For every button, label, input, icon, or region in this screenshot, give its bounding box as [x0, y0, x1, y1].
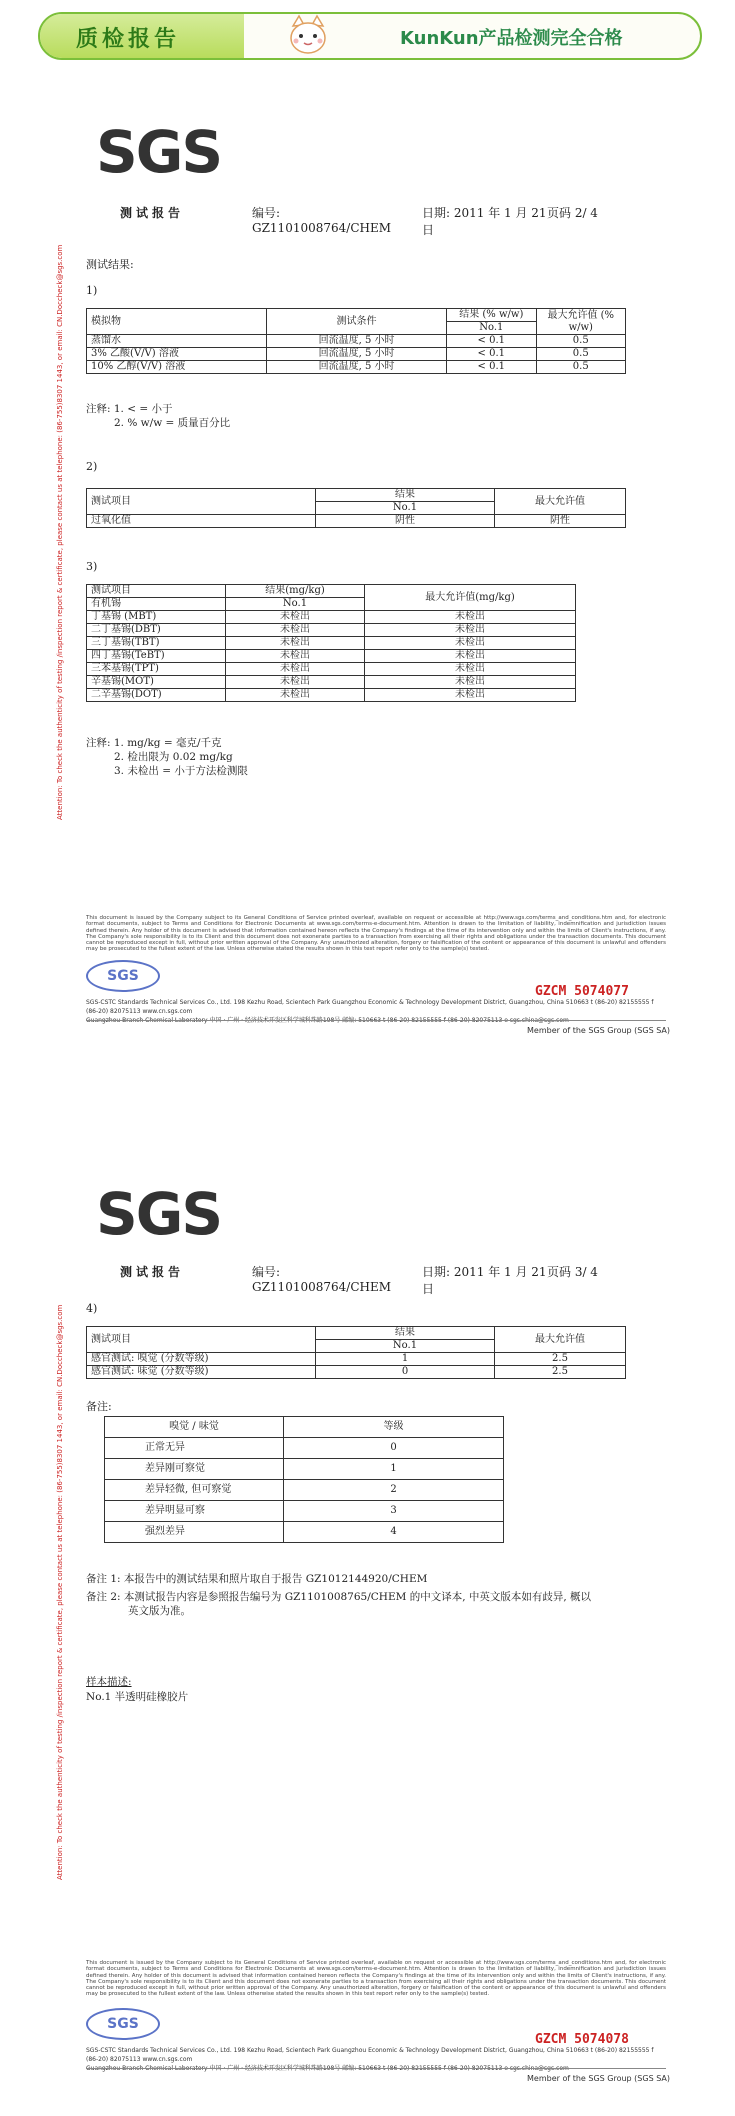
banner-title-panel: [40, 14, 244, 58]
organotin-table: [86, 584, 576, 702]
table-cell: 未检出: [365, 663, 576, 676]
grade-table: [104, 1416, 504, 1543]
sensory-table: [86, 1326, 626, 1379]
banner-title: 质检报告: [76, 27, 181, 52]
table-cell: 强烈差异: [105, 1522, 284, 1543]
table-cell: 回流温度, 5 小时: [267, 335, 447, 348]
table-cell: 未检出: [226, 611, 365, 624]
section-1-note: [86, 402, 230, 430]
table-cell: 0.5: [536, 348, 625, 361]
table-cell: 0: [284, 1438, 504, 1459]
table-row: [87, 335, 626, 348]
table-header: 测试项目: [87, 585, 226, 598]
table-cell: 未检出: [226, 663, 365, 676]
table-cell: < 0.1: [447, 348, 536, 361]
serial-number: GZCM 5074078: [535, 2032, 629, 2047]
report-date: 日期: 2011 年 1 月 21 日: [422, 1265, 547, 1296]
address-line: Guangzhou Branch Chemical Laboratory 中国 · 广州 · 经济技术开发区科学城科珠路198号 邮编: 510663 t (86-20) 82155555 f (86-20) 82075113 e sgs.china@sgs.com: [86, 2065, 569, 2072]
table-header: 嗅觉 / 味觉: [105, 1417, 284, 1438]
section-3-label: 3): [86, 560, 98, 573]
table-header: 最大允许值: [495, 489, 626, 515]
table-row: [87, 624, 576, 637]
report-date: 日期: 2011 年 1 月 21 日: [422, 206, 547, 237]
table-row: [87, 676, 576, 689]
table-subheader: No.1: [226, 598, 365, 611]
remark-line: 备注 2: 本测试报告内容是参照报告编号为 GZ1101008765/CHEM 的中文译本, 中英文版本如有歧异, 概以: [86, 1591, 592, 1603]
table-header: 等级: [284, 1417, 504, 1438]
serial-number: GZCM 5074077: [535, 984, 629, 999]
report-number: 编号: GZ1101008764/CHEM: [252, 206, 392, 235]
table-header: 测试项目: [87, 1327, 316, 1353]
table-group: 有机锡: [87, 598, 226, 611]
table-cell: 回流温度, 5 小时: [267, 348, 447, 361]
table-cell: 正常无异: [105, 1438, 284, 1459]
table-row: [87, 611, 576, 624]
table-cell: 未检出: [365, 624, 576, 637]
note-line: 2. % w/w = 质量百分比: [114, 417, 231, 429]
page-number: 页码 2/ 4: [547, 206, 598, 220]
remark-1: 备注 1: 本报告中的测试结果和照片取自于报告 GZ1012144920/CHEM: [86, 1573, 428, 1585]
sample-description-label: 样本描述:: [86, 1676, 132, 1688]
table-header: 结果: [316, 489, 495, 502]
table-cell: 辛基锡(MOT): [87, 676, 226, 689]
authenticity-notice: Attention: To check the authenticity of testing /inspection report & certificate, please contact us at telephone: (86-755)8307 1443, or email: CN.Doccheck@sgs.com: [56, 1304, 64, 1880]
table-row: [87, 689, 576, 702]
table-cell: 阴性: [495, 515, 626, 528]
table-cell: < 0.1: [447, 361, 536, 374]
table-header: 最大允许值 (% w/w): [536, 309, 625, 335]
table-row: [105, 1459, 504, 1480]
remark-line: 英文版为准。: [128, 1605, 191, 1617]
table-cell: 差异刚可察觉: [105, 1459, 284, 1480]
table-cell: 三丁基锡(TBT): [87, 637, 226, 650]
address-line: SGS-CSTC Standards Technical Services Co., Ltd. 198 Kezhu Road, Scientech Park Guangzhou Economic & Technology Development District, Guangzhou, China 510663 t (86-20) 82155555 f (86-20) 82075113 www.cn.sgs.com: [86, 2047, 654, 2063]
table-row: [87, 1366, 626, 1379]
report-title: 测试报告: [120, 1265, 185, 1279]
remarks-label: 备注:: [86, 1400, 112, 1413]
table-header: 最大允许值: [495, 1327, 626, 1353]
table-header: 测试项目: [87, 489, 316, 515]
table-row: [105, 1438, 504, 1459]
report-number: 编号: GZ1101008764/CHEM: [252, 1265, 392, 1294]
table-cell: 蒸馏水: [87, 335, 267, 348]
table-cell: 未检出: [365, 676, 576, 689]
table-header: 结果: [316, 1327, 495, 1340]
table-cell: 阴性: [316, 515, 495, 528]
table-cell: 二辛基锡(DOT): [87, 689, 226, 702]
table-cell: 过氧化值: [87, 515, 316, 528]
results-label: 测试结果:: [86, 258, 134, 271]
note-line: 3. 未检出 = 小于方法检测限: [114, 765, 248, 777]
banner-subtitle: KunKun产品检测完全合格: [400, 28, 623, 49]
cat-mascot-icon: [285, 12, 331, 58]
member-line: Member of the SGS Group (SGS SA): [527, 1026, 671, 1035]
table-header: 模拟物: [87, 309, 267, 335]
table-cell: 0.5: [536, 361, 625, 374]
table-cell: 未检出: [365, 650, 576, 663]
table-cell: 未检出: [365, 689, 576, 702]
footer-rule: [86, 1020, 666, 1021]
sgs-stamp: SGS: [86, 960, 160, 992]
table-header: 测试条件: [267, 309, 447, 335]
note-line: 注释: 1. < = 小于: [86, 403, 173, 415]
member-line: Member of the SGS Group (SGS SA): [527, 2074, 671, 2083]
table-row: [105, 1480, 504, 1501]
table-row: [87, 361, 626, 374]
table-cell: 感官测试: 味觉 (分数等级): [87, 1366, 316, 1379]
table-subheader: No.1: [447, 322, 536, 335]
table-row: [87, 637, 576, 650]
table-cell: 0: [316, 1366, 495, 1379]
table-cell: 未检出: [226, 689, 365, 702]
terms-fine-print: This document is issued by the Company subject to its General Conditions of Service printed overleaf, available on request or accessible at http://www.sgs.com/terms_and_conditions.htm and, for electronic format documents, subject to Terms and Conditions for Electronic Documents at www.sgs.com/terms-e-document.htm. Attention is drawn to the limitation of liability, indemnification and jurisdiction issues defined therein. Any holder of this document is advised that information contained hereon reflects the Company's findings at the time of its intervention only and within the limits of Client's instructions, if any. The Company's sole responsibility is to its Client and this document does not exonerate parties to a transaction from exercising all their rights and obligations under the transaction documents. This document cannot be reproduced except in full, without prior written approval of the Company. Any unauthorized alteration, forgery or falsification of the content or appearance of this document is unlawful and offenders may be prosecuted to the fullest extent of the law. Unless otherwise stated the results shown in this test report refer only to the sample(s) tested.: [86, 1960, 666, 1998]
address-line: SGS-CSTC Standards Technical Services Co., Ltd. 198 Kezhu Road, Scientech Park Guangzhou Economic & Technology Development District, Guangzhou, China 510663 t (86-20) 82155555 f (86-20) 82075113 www.cn.sgs.com: [86, 999, 654, 1015]
table-cell: 3% 乙酸(V/V) 溶液: [87, 348, 267, 361]
remark-2: [86, 1590, 666, 1618]
table-row: [87, 663, 576, 676]
simulant-table: [86, 308, 626, 374]
sgs-logo: SGS: [96, 118, 222, 186]
table-header: 最大允许值(mg/kg): [365, 585, 576, 611]
table-cell: 2.5: [495, 1353, 626, 1366]
table-row: [87, 348, 626, 361]
table-cell: 2.5: [495, 1366, 626, 1379]
table-cell: 未检出: [365, 611, 576, 624]
section-3-note: [86, 736, 248, 778]
table-subheader: No.1: [316, 1340, 495, 1353]
table-row: [87, 650, 576, 663]
table-row: [87, 515, 626, 528]
table-cell: 差异轻微, 但可察觉: [105, 1480, 284, 1501]
peroxide-table: [86, 488, 626, 528]
table-cell: 三苯基锡(TPT): [87, 663, 226, 676]
table-cell: 回流温度, 5 小时: [267, 361, 447, 374]
report-header: [120, 204, 650, 238]
table-cell: 感官测试: 嗅觉 (分数等级): [87, 1353, 316, 1366]
sgs-stamp: SGS: [86, 2008, 160, 2040]
table-row: [105, 1522, 504, 1543]
table-cell: 0.5: [536, 335, 625, 348]
table-cell: < 0.1: [447, 335, 536, 348]
page-number: 页码 3/ 4: [547, 1265, 598, 1279]
section-4-label: 4): [86, 1302, 98, 1315]
section-2-label: 2): [86, 460, 98, 473]
table-cell: 10% 乙醇(V/V) 溶液: [87, 361, 267, 374]
table-cell: 未检出: [226, 650, 365, 663]
table-cell: 二丁基锡(DBT): [87, 624, 226, 637]
terms-fine-print: This document is issued by the Company subject to its General Conditions of Service printed overleaf, available on request or accessible at http://www.sgs.com/terms_and_conditions.htm and, for electronic format documents, subject to Terms and Conditions for Electronic Documents at www.sgs.com/terms-e-document.htm. Attention is drawn to the limitation of liability, indemnification and jurisdiction issues defined therein. Any holder of this document is advised that information contained hereon reflects the Company's findings at the time of its intervention only and within the limits of Client's instructions, if any. The Company's sole responsibility is to its Client and this document does not exonerate parties to a transaction from exercising all their rights and obligations under the transaction documents. This document cannot be reproduced except in full, without prior written approval of the Company. Any unauthorized alteration, forgery or falsification of the content or appearance of this document is unlawful and offenders may be prosecuted to the fullest extent of the law. Unless otherwise stated the results shown in this test report refer only to the sample(s) tested.: [86, 915, 666, 953]
table-cell: 2: [284, 1480, 504, 1501]
table-row: [87, 1353, 626, 1366]
section-1-label: 1): [86, 284, 98, 297]
table-header: 结果 (% w/w): [447, 309, 536, 322]
table-cell: 未检出: [226, 624, 365, 637]
table-cell: 未检出: [226, 676, 365, 689]
report-header: [120, 1263, 650, 1297]
table-cell: 丁基锡 (MBT): [87, 611, 226, 624]
table-cell: 差异明显可察: [105, 1501, 284, 1522]
authenticity-notice: Attention: To check the authenticity of testing /inspection report & certificate, please contact us at telephone: (86-755)8307 1443, or email: CN.Doccheck@sgs.com: [56, 244, 64, 820]
table-cell: 未检出: [365, 637, 576, 650]
table-cell: 1: [316, 1353, 495, 1366]
note-line: 注释: 1. mg/kg = 毫克/千克: [86, 737, 222, 749]
banner: [38, 12, 702, 60]
note-line: 2. 检出限为 0.02 mg/kg: [114, 751, 233, 763]
footer-rule: [86, 2068, 666, 2069]
table-cell: 未检出: [226, 637, 365, 650]
table-cell: 四丁基锡(TeBT): [87, 650, 226, 663]
table-cell: 1: [284, 1459, 504, 1480]
sample-description: No.1 半透明硅橡胶片: [86, 1691, 189, 1703]
table-cell: 3: [284, 1501, 504, 1522]
table-row: [105, 1501, 504, 1522]
sgs-logo: SGS: [96, 1180, 222, 1248]
table-subheader: No.1: [316, 502, 495, 515]
table-header: 结果(mg/kg): [226, 585, 365, 598]
table-cell: 4: [284, 1522, 504, 1543]
report-title: 测试报告: [120, 206, 185, 220]
address-line: Guangzhou Branch Chemical Laboratory 中国 · 广州 · 经济技术开发区科学城科珠路198号 邮编: 510663 t (86-20) 82155555 f (86-20) 82075113 e sgs.china@sgs.com: [86, 1017, 569, 1024]
